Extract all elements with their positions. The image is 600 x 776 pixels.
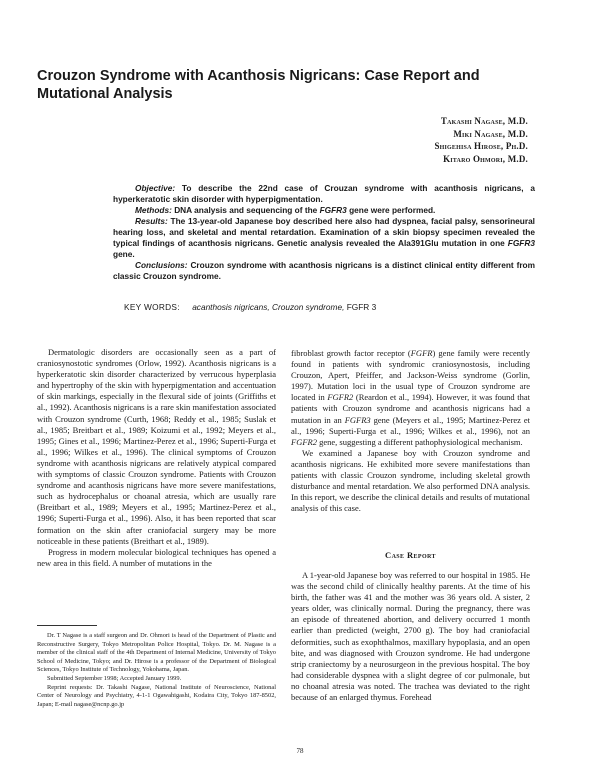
keywords <box>124 302 376 312</box>
abstract-conclusions: Conclusions: Crouzon syndrome with acanthosis nigricans is a distinct clinical entity different from classic Crouzon syndrome. <box>113 260 536 282</box>
right-column <box>291 348 530 514</box>
author-4: Kitaro Ohmori, M.D. <box>443 153 528 164</box>
title-line-2: Mutational Analysis <box>37 86 173 102</box>
case-report-paragraph-1: A 1-year-old Japanese boy was referred to our hospital in 1985. He was the second child of clinically healthy parents. At the time of his birth, the father was 41 and the mother was 36 years old. A sister, 2 years older, was clinically normal. During the pregnancy, there was an episode of threatened abortion, and delivery occurred 1 month earlier than predicted (weight, 2700 g). The boy had craniofacial deformities, such as exophthalmos, maxillary hypoplasia, and an open bite, and was diagnosed with Crouzon syndrome. He had undergone strip craniectomy by a neurosurgeon in the previous hospital. The boy had considerable dyspnea with a slight degree of cor pulmonale, but no choanal atresia was noted. The trachea was deviated to the right because of an enlarged thymus. Forehead <box>291 570 530 703</box>
abstract-objective: Objective: To describe the 22nd case of Crouzan syndrome with acanthosis nigricans, a hyperkeratotic skin disorder with hyperpigmentation. <box>113 183 535 205</box>
keywords-label: KEY WORDS: <box>124 302 180 312</box>
left-column <box>37 347 276 569</box>
footnote-affiliations: Dr. T Nagase is a staff surgeon and Dr. Ohmori is head of the Department of Plastic and Reconstructive Surgery, Tokyo Metropolitan Police Hospital, Tokyo. Dr. M. Nagase is a member of the clinical staff of the 4th Department of Internal Medicine, University of Tokyo School of Medicine, Tokyo; and Dr. Hirose is a professor of the Department of Biological Sciences, Tokyo Institute of Technology, Yokohama, Japan. <box>37 632 276 674</box>
keywords-gene: FGFR 3 <box>346 302 377 312</box>
abstract <box>113 183 535 282</box>
intro-paragraph-4: We examined a Japanese boy with Crouzon syndrome and acanthosis nigricans. He exhibited more severe manifestations than patients with classic Crouzon syndrome, including skeletal growth disturbance and mental retardation. We also performed DNA analysis. In this report, we describe the clinical details and results of mutational analysis of this case. <box>291 447 530 514</box>
page-number: 78 <box>296 747 304 755</box>
author-list <box>434 115 528 165</box>
section-heading-case-report: Case Report <box>385 550 436 560</box>
article-title <box>37 67 537 103</box>
keywords-italic: acanthosis nigricans, Crouzon syndrome, <box>192 302 345 312</box>
footnote-divider <box>37 625 97 626</box>
abstract-results: Results: The 13-year-old Japanese boy described here also had dyspnea, facial palsy, sensorineural hearing loss, and skeletal and mental retardation. Examination of a skin biopsy specimen revealed the typical findings of acanthosis nigricans. Genetic analysis revealed the Ala391Glu mutation in one FGFR3 gene. <box>113 216 535 260</box>
footnotes <box>37 632 276 709</box>
author-1: Takashi Nagase, M.D. <box>440 116 528 126</box>
author-3: Shigehisa Hirose, Ph.D. <box>434 141 528 151</box>
author-2: Miki Nagase, M.D. <box>453 128 528 139</box>
title-line-1: Crouzon Syndrome with Acanthosis Nigricans: Case Report and <box>37 68 480 84</box>
case-report-column <box>291 570 530 703</box>
intro-paragraph-2: Progress in modern molecular biological techniques has opened a new area in this field. A number of mutations in the <box>37 546 276 568</box>
intro-paragraph-3: fibroblast growth factor receptor (FGFR) gene family were recently found in patients with syndromic craniosynostosis, including Crouzon, Apert, Pfeiffer, and Jackson-Weiss syndrome (Gorlin, 1997). Mutation loci in the usual type of Crouzon syndrome are located in FGFR2 (Reardon et al., 1994). However, it was found that patients with Crouzon syndrome and acanthosis nigricans had a mutation in an FGFR3 gene (Meyers et al., 1995; Martinez-Perez et al., 1996; Superti-Furga et al., 1996; Wilkes et al., 1996), not an FGFR2 gene, suggesting a different pathophysiological mechanism. <box>291 348 531 447</box>
intro-paragraph-1: Dermatologic disorders are occasionally seen as a part of craniosynostotic syndromes (Orlow, 1992). Acanthosis nigricans is a hyperkeratotic skin disorder characterized by verrucous hyperplasia and hypertrophy of the skin with hyperpigmentation and accentuation of skin markings, especially in the flexural side of joints (Griffiths et al., 1992). Acanthosis nigricans is a rare skin manifestation associated with Crouzon syndrome (Curth, 1968; Reddy et al., 1985; Suslak et al., 1985; Breitbart et al., 1989; Koizumi et al., 1992; Meyers et al., 1995; Gines et al., 1996; Martinez-Perez et al., 1996; Superti-Furga et al., 1996; Wilkes et al., 1996). The clinical symptoms of Crouzon syndrome with acanthosis nigricans are relatively atypical compared with symptoms of classic Crouzon syndrome. Patients with Crouzon syndrome and acanthosis nigricans have more severe manifestations, such as hydrocephalus or choanal atresia, which are usually rare (Breitbart et al., 1989; Meyers et al., 1995; Martinez-Perez et al., 1996; Superti-Furga et al., 1996). Also, it has been reported that scar formation on the skin after craniofacial surgery may be more noticeable in these patients (Breithart et al., 1989). <box>37 347 276 546</box>
abstract-methods: Methods: DNA analysis and sequencing of the FGFR3 gene were performed. <box>135 205 436 216</box>
footnote-submitted: Submitted September 1998; Accepted January 1999. <box>47 674 182 682</box>
footnote-reprints: Reprint requests: Dr. Takashi Nagase, National Institute of Neuroscience, National Center of Neurology and Psychiatry, 4-1-1 Ogawahigashi, Kodaira City, Tokyo 187-8502, Japan; E-mail nagase@ncnp.go.jp <box>37 683 276 708</box>
